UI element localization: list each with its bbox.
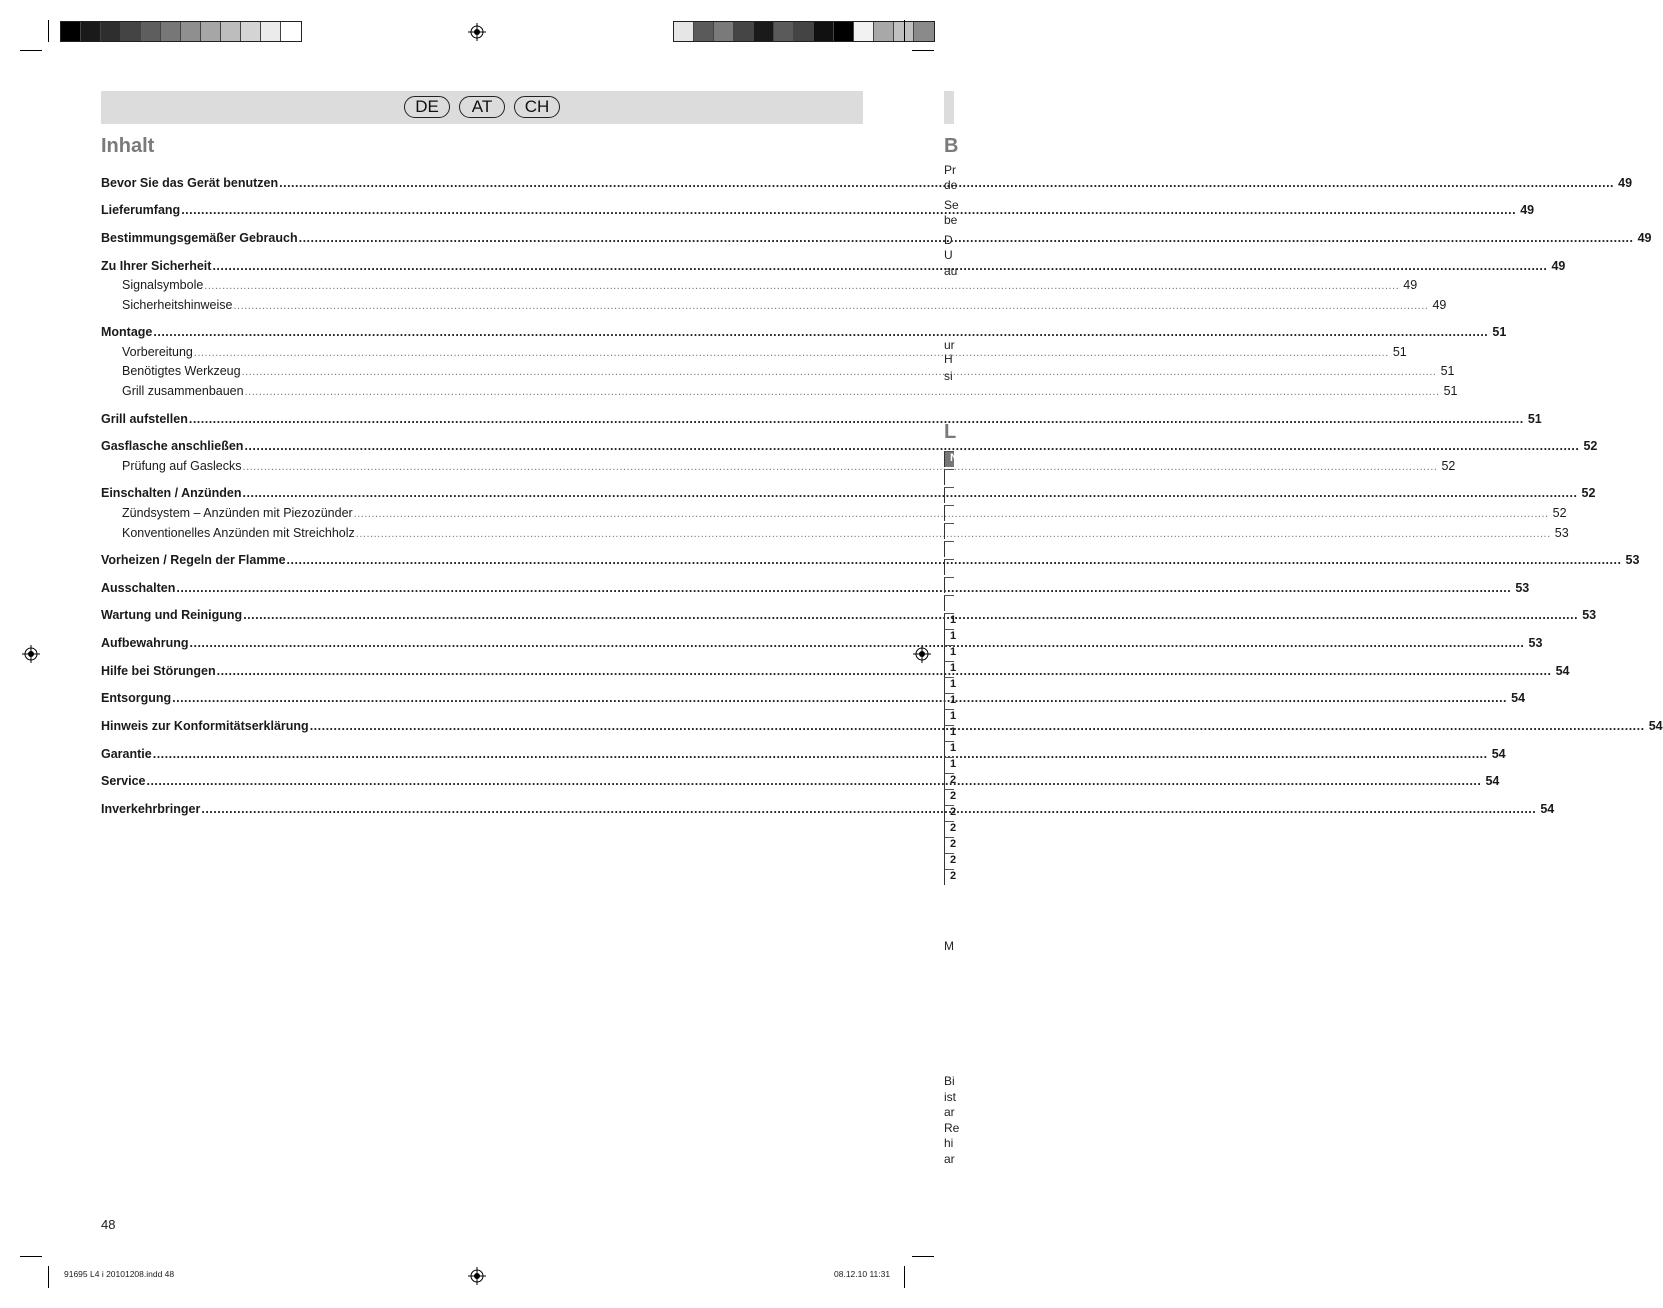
toc-dot-leader xyxy=(310,719,1645,733)
color-swatch xyxy=(281,22,301,41)
color-swatch xyxy=(694,22,714,41)
toc-dot-leader xyxy=(242,364,1437,378)
registration-mark-icon xyxy=(468,23,486,41)
facing-page-text-fragment: Pr xyxy=(944,163,956,177)
toc-entry-label: Gasflasche anschließen xyxy=(101,439,244,453)
facing-page-text-fragment: au xyxy=(944,264,958,278)
toc-entry-page: 49 xyxy=(1637,231,1652,245)
toc-entry-label: Vorheizen / Regeln der Flamme xyxy=(101,553,286,567)
toc-entry[interactable] xyxy=(101,278,1418,292)
facing-page-table-row: 1 xyxy=(944,677,954,693)
toc-entry-page: 51 xyxy=(1440,364,1455,378)
facing-page-text-fragment: ur xyxy=(944,338,955,352)
facing-page-table-row: 1 xyxy=(944,613,954,629)
toc-entry-page: 49 xyxy=(1618,176,1633,190)
color-swatch xyxy=(734,22,754,41)
language-tab-at[interactable]: AT xyxy=(459,96,505,118)
facing-page-table-row: 1 xyxy=(944,741,954,757)
color-swatch xyxy=(854,22,874,41)
toc-entry-page: 54 xyxy=(1540,802,1555,816)
facing-page-table-row: 1 xyxy=(944,709,954,725)
toc-entry-label: Vorbereitung xyxy=(122,345,193,359)
language-tab-ch[interactable]: CH xyxy=(514,96,560,118)
toc-entry-page: 51 xyxy=(1443,384,1458,398)
toc-entry-page: 54 xyxy=(1511,691,1526,705)
facing-page-text-fragment: be xyxy=(944,213,958,227)
toc-entry[interactable] xyxy=(101,664,1570,678)
color-swatch xyxy=(261,22,281,41)
crop-mark xyxy=(912,50,934,51)
page-title: Inhalt xyxy=(101,135,155,157)
toc-entry-label: Einschalten / Anzünden xyxy=(101,486,242,500)
color-swatch xyxy=(754,22,774,41)
facing-page-table-row: 1 xyxy=(944,757,954,773)
facing-page-text-fragment: de xyxy=(944,178,958,192)
facing-page-language-bar xyxy=(944,91,954,124)
toc-entry-page: 52 xyxy=(1441,459,1456,473)
facing-page-table-row: 2 xyxy=(944,789,954,805)
toc-entry[interactable] xyxy=(101,802,1555,816)
toc-dot-leader xyxy=(146,774,1481,788)
crop-mark xyxy=(904,20,905,42)
toc-entry-page: 54 xyxy=(1648,719,1663,733)
toc-entry[interactable] xyxy=(101,459,1456,473)
toc-entry-label: Signalsymbole xyxy=(122,278,204,292)
facing-page-text-fragment: H xyxy=(944,352,953,366)
facing-page-text-fragment: Re xyxy=(944,1121,960,1135)
toc-entry-label: Wartung und Reinigung xyxy=(101,608,243,622)
toc-entry-page: 52 xyxy=(1552,506,1567,520)
toc-entry[interactable] xyxy=(101,506,1567,520)
toc-entry-label: Hinweis zur Konformitätserklärung xyxy=(101,719,309,733)
color-swatch xyxy=(141,22,161,41)
toc-dot-leader xyxy=(287,553,1622,567)
toc-dot-leader xyxy=(233,298,1428,312)
language-tabs xyxy=(101,96,863,118)
toc-entry-label: Bevor Sie das Gerät benutzen xyxy=(101,176,279,190)
color-swatch xyxy=(121,22,141,41)
crop-mark xyxy=(912,1256,934,1257)
toc-dot-leader xyxy=(176,581,1511,595)
toc-entry-page: 52 xyxy=(1581,486,1596,500)
color-swatch xyxy=(161,22,181,41)
facing-page-table-row: 2 xyxy=(944,853,954,869)
facing-page-table-row xyxy=(944,523,954,539)
toc-entry-label: Inverkehrbringer xyxy=(101,802,201,816)
footer-date: 08.12.10 11:31 xyxy=(834,1269,891,1279)
toc-entry-page: 51 xyxy=(1527,412,1542,426)
color-swatch xyxy=(714,22,734,41)
facing-page-table-row xyxy=(944,559,954,575)
toc-entry[interactable] xyxy=(101,439,1598,453)
toc-entry-label: Aufbewahrung xyxy=(101,636,189,650)
color-swatch xyxy=(834,22,854,41)
language-bar xyxy=(101,91,863,124)
facing-page-table-row xyxy=(944,595,954,611)
facing-page-text-fragment: D xyxy=(944,233,953,247)
footer-file-info: 91695 L4 i 20101208.indd 48 xyxy=(64,1269,175,1279)
crop-mark xyxy=(20,1256,42,1257)
toc-entry[interactable] xyxy=(101,581,1530,595)
facing-page-text-fragment: Bi xyxy=(944,1074,955,1088)
toc-dot-leader xyxy=(181,203,1516,217)
toc-dot-leader xyxy=(299,231,1634,245)
toc-entry[interactable] xyxy=(101,747,1506,761)
toc-entry-label: Zu Ihrer Sicherheit xyxy=(101,259,212,273)
toc-entry-page: 54 xyxy=(1555,664,1570,678)
toc-dot-leader xyxy=(243,459,1438,473)
facing-page-text-fragment: ist xyxy=(944,1090,956,1104)
toc-entry-label: Zündsystem – Anzünden mit Piezozünder xyxy=(122,506,353,520)
toc-dot-leader xyxy=(245,384,1440,398)
toc-entry-label: Ausschalten xyxy=(101,581,176,595)
toc-entry-page: 53 xyxy=(1582,608,1597,622)
crop-mark xyxy=(48,20,49,42)
toc-dot-leader xyxy=(243,608,1578,622)
toc-entry-label: Grill aufstellen xyxy=(101,412,188,426)
toc-entry[interactable] xyxy=(101,774,1500,788)
crop-mark xyxy=(20,50,42,51)
toc-entry-page: 49 xyxy=(1403,278,1418,292)
facing-page-table-row xyxy=(944,469,954,485)
toc-entry[interactable] xyxy=(101,553,1640,567)
facing-page-table-row xyxy=(944,487,954,503)
toc-entry[interactable] xyxy=(101,298,1447,312)
toc-entry-page: 53 xyxy=(1625,553,1640,567)
facing-page-table-row: 1 xyxy=(944,661,954,677)
color-swatch xyxy=(221,22,241,41)
facing-page-text-fragment: hi xyxy=(944,1136,954,1150)
toc-entry[interactable] xyxy=(101,325,1507,339)
toc-entry[interactable] xyxy=(101,636,1543,650)
facing-page-table-row: 1 xyxy=(944,629,954,645)
toc-entry-page: 49 xyxy=(1551,259,1566,273)
toc-entry-label: Bestimmungsgemäßer Gebrauch xyxy=(101,231,298,245)
toc-entry-page: 51 xyxy=(1492,325,1507,339)
toc-entry[interactable] xyxy=(101,486,1596,500)
facing-page-table-row xyxy=(944,577,954,593)
color-calibration-bar-right xyxy=(673,21,935,42)
toc-entry-label: Montage xyxy=(101,325,153,339)
toc-entry[interactable] xyxy=(101,719,1663,733)
color-swatch xyxy=(81,22,101,41)
facing-page-table-row: 1 xyxy=(944,725,954,741)
toc-entry-label: Entsorgung xyxy=(101,691,172,705)
color-swatch xyxy=(774,22,794,41)
toc-entry-label: Grill zusammenbauen xyxy=(122,384,244,398)
facing-page-heading: B xyxy=(944,135,959,157)
facing-page-table-row: 2 xyxy=(944,837,954,853)
toc-entry-page: 52 xyxy=(1583,439,1598,453)
toc-entry-page: 49 xyxy=(1520,203,1535,217)
toc-entry-page: 54 xyxy=(1485,774,1500,788)
toc-entry-label: Prüfung auf Gaslecks xyxy=(122,459,242,473)
facing-page-text-fragment: M xyxy=(944,939,954,953)
facing-page-text-fragment: U xyxy=(944,248,953,262)
toc-entry-label: Lieferumfang xyxy=(101,203,181,217)
toc-dot-leader xyxy=(153,325,1488,339)
facing-page-heading: L xyxy=(944,421,957,443)
toc-dot-leader xyxy=(201,802,1536,816)
facing-page-table-row: 1 xyxy=(944,645,954,661)
color-swatch xyxy=(674,22,694,41)
toc-entry-label: Garantie xyxy=(101,747,152,761)
facing-page-table-row xyxy=(944,541,954,557)
crop-mark xyxy=(904,1266,905,1288)
toc-entry[interactable] xyxy=(101,608,1597,622)
toc-entry-page: 54 xyxy=(1491,747,1506,761)
color-swatch xyxy=(241,22,261,41)
toc-entry[interactable] xyxy=(101,412,1542,426)
toc-entry-label: Konventionelles Anzünden mit Streichholz xyxy=(122,526,355,540)
color-swatch xyxy=(101,22,121,41)
color-swatch xyxy=(61,22,81,41)
toc-entry[interactable] xyxy=(101,691,1526,705)
toc-entry-page: 53 xyxy=(1554,526,1569,540)
toc-entry-label: Service xyxy=(101,774,146,788)
toc-entry-page: 51 xyxy=(1392,345,1407,359)
toc-entry-page: 53 xyxy=(1515,581,1530,595)
color-swatch xyxy=(181,22,201,41)
facing-page-table-row: 2 xyxy=(944,805,954,821)
facing-page-table-row: N xyxy=(944,451,954,467)
language-tab-de[interactable]: DE xyxy=(404,96,450,118)
registration-mark-icon xyxy=(468,1267,486,1285)
facing-page-text-fragment: Se xyxy=(944,198,959,212)
toc-entry[interactable] xyxy=(101,231,1652,245)
toc-dot-leader xyxy=(172,691,1507,705)
facing-page-text-fragment: si xyxy=(944,369,953,383)
facing-page-table-row: 1 xyxy=(944,693,954,709)
page-number: 48 xyxy=(101,1217,116,1232)
color-swatch xyxy=(914,22,934,41)
facing-page-table-row: 2 xyxy=(944,821,954,837)
color-swatch xyxy=(794,22,814,41)
toc-dot-leader xyxy=(244,439,1579,453)
toc-dot-leader xyxy=(217,664,1552,678)
color-swatch xyxy=(201,22,221,41)
crop-mark xyxy=(48,1266,49,1288)
toc-entry-page: 49 xyxy=(1432,298,1447,312)
toc-entry[interactable] xyxy=(101,384,1458,398)
toc-dot-leader xyxy=(189,412,1524,426)
toc-dot-leader xyxy=(212,259,1547,273)
facing-page-table-row xyxy=(944,505,954,521)
toc-entry-label: Benötigtes Werkzeug xyxy=(122,364,241,378)
toc-dot-leader xyxy=(194,345,1389,359)
facing-page-text-fragment: ar xyxy=(944,1105,955,1119)
toc-entry-page: 53 xyxy=(1528,636,1543,650)
color-swatch xyxy=(874,22,894,41)
toc-dot-leader xyxy=(190,636,1525,650)
color-swatch xyxy=(814,22,834,41)
facing-page-table-row: 2 xyxy=(944,869,954,885)
registration-mark-icon xyxy=(22,645,40,663)
facing-page-table-row: 2 xyxy=(944,773,954,789)
toc-dot-leader xyxy=(204,278,1399,292)
toc-entry-label: Sicherheitshinweise xyxy=(122,298,233,312)
toc-dot-leader xyxy=(153,747,1488,761)
color-calibration-bar-left xyxy=(60,21,302,42)
toc-entry-label: Hilfe bei Störungen xyxy=(101,664,216,678)
toc-entry[interactable] xyxy=(101,526,1569,540)
facing-page-text-fragment: ar xyxy=(944,1152,955,1166)
toc-dot-leader xyxy=(243,486,1578,500)
